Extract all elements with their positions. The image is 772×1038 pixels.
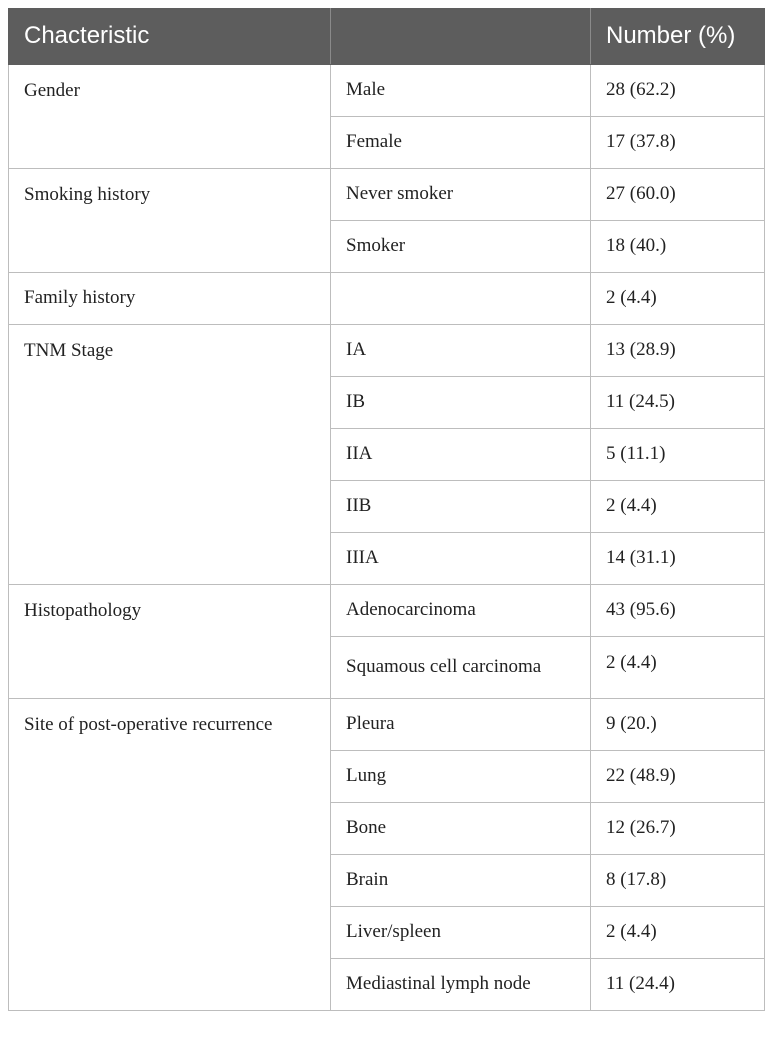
row-subcategory: IIIA [331, 532, 591, 584]
row-value: 17 (37.8) [591, 116, 765, 168]
row-value: 2 (4.4) [591, 272, 765, 324]
row-group-label: TNM Stage [9, 324, 331, 584]
header-subcategory [331, 8, 591, 64]
row-group-label: Smoking history [9, 168, 331, 272]
row-subcategory: IIA [331, 428, 591, 480]
row-subcategory: Lung [331, 750, 591, 802]
table-row [9, 168, 765, 220]
row-subcategory: Pleura [331, 698, 591, 750]
table-body [9, 64, 765, 1010]
row-value: 11 (24.5) [591, 376, 765, 428]
row-value: 28 (62.2) [591, 64, 765, 116]
row-group-label: Site of post-operative recurrence [9, 698, 331, 1010]
row-subcategory: Adenocarcinoma [331, 584, 591, 636]
row-subcategory: Brain [331, 854, 591, 906]
table-row [9, 272, 765, 324]
table-row [9, 698, 765, 750]
row-subcategory: IA [331, 324, 591, 376]
row-subcategory: Smoker [331, 220, 591, 272]
row-group-label: Gender [9, 64, 331, 168]
row-group-label: Histopathology [9, 584, 331, 698]
row-value: 9 (20.) [591, 698, 765, 750]
row-value: 11 (24.4) [591, 958, 765, 1010]
row-subcategory: Male [331, 64, 591, 116]
row-group-label: Family history [9, 272, 331, 324]
header-number-percent: Number (%) [591, 8, 765, 64]
row-value: 12 (26.7) [591, 802, 765, 854]
row-value: 2 (4.4) [591, 906, 765, 958]
row-subcategory: IB [331, 376, 591, 428]
row-subcategory: Mediastinal lymph node [331, 958, 591, 1010]
table-header [9, 8, 765, 64]
row-value: 5 (11.1) [591, 428, 765, 480]
table-row [9, 64, 765, 116]
row-value: 18 (40.) [591, 220, 765, 272]
row-subcategory: IIB [331, 480, 591, 532]
header-row [9, 8, 765, 64]
table-row [9, 324, 765, 376]
row-subcategory: Bone [331, 802, 591, 854]
row-value: 14 (31.1) [591, 532, 765, 584]
row-value: 43 (95.6) [591, 584, 765, 636]
row-subcategory: Squamous cell carcinoma [331, 636, 591, 698]
row-value: 8 (17.8) [591, 854, 765, 906]
row-value: 22 (48.9) [591, 750, 765, 802]
row-subcategory [331, 272, 591, 324]
row-value: 27 (60.0) [591, 168, 765, 220]
row-subcategory: Female [331, 116, 591, 168]
row-value: 2 (4.4) [591, 480, 765, 532]
row-value: 13 (28.9) [591, 324, 765, 376]
row-subcategory: Never smoker [331, 168, 591, 220]
characteristics-table [8, 8, 765, 1011]
row-value: 2 (4.4) [591, 636, 765, 698]
header-characteristic: Chacteristic [9, 8, 331, 64]
row-subcategory: Liver/spleen [331, 906, 591, 958]
table-row [9, 584, 765, 636]
